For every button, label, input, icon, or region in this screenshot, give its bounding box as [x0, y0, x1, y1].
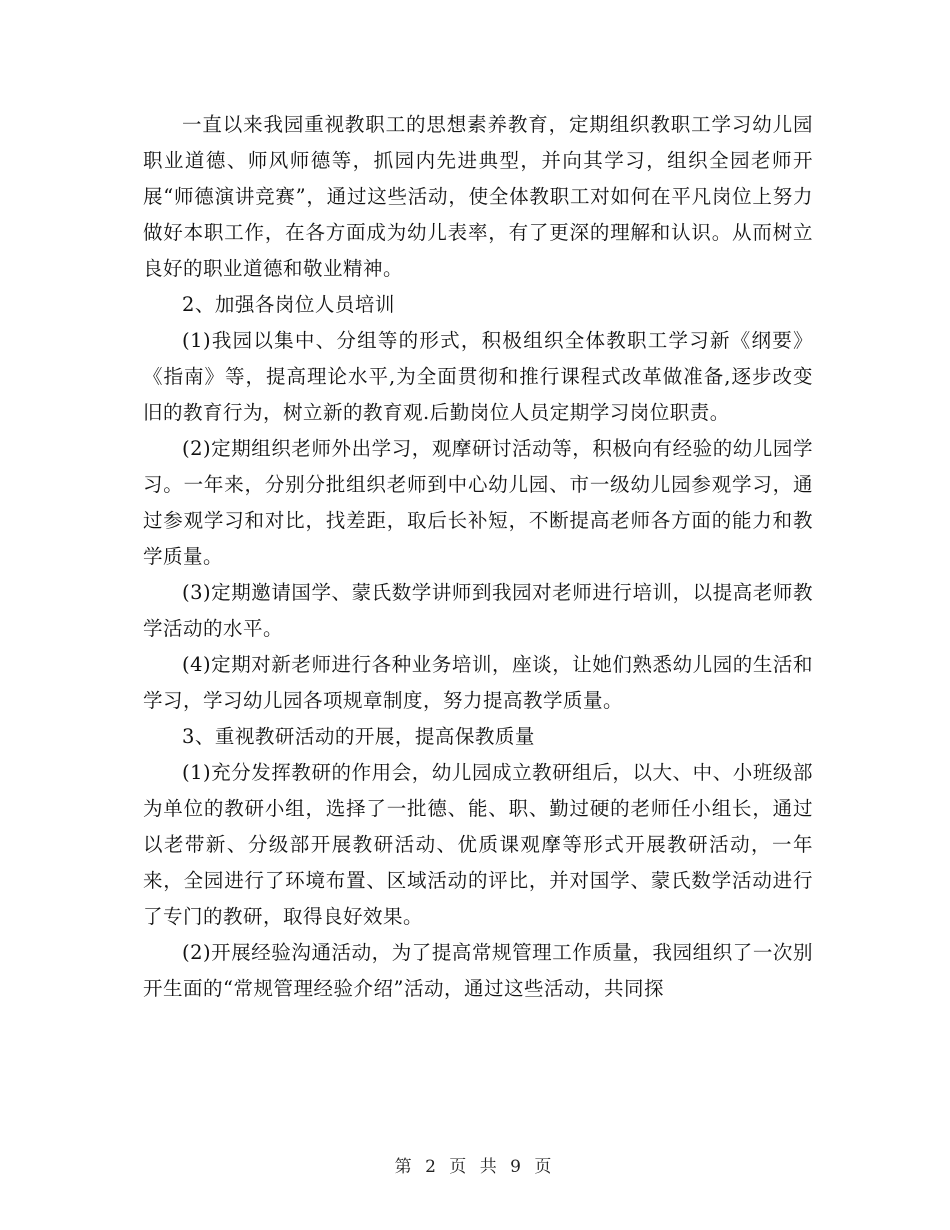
paragraph-2-3: (3)定期邀请国学、蒙氏数学讲师到我园对老师进行培训，以提高老师教学活动的水平。	[143, 581, 813, 640]
section-heading-3: 3、重视教研活动的开展，提高保教质量	[182, 725, 535, 748]
document-body	[143, 107, 813, 1007]
page-number-footer: 第 2 页 共 9 页	[394, 1157, 556, 1177]
paragraph-2-4: (4)定期对新老师进行各种业务培训，座谈，让她们熟悉幼儿园的生活和学习，学习幼儿园各项规章制度，努力提高教学质量。	[143, 653, 813, 712]
paragraph-2-1: (1)我园以集中、分组等的形式，积极组织全体教职工学习新《纲要》《指南》等，提高理论水平,为全面贯彻和推行课程式改革做准备,逐步改变旧的教育行为，树立新的教育观.后勤岗位人员定期学习岗位职责。	[143, 329, 813, 424]
section-heading-2: 2、加强各岗位人员培训	[182, 293, 395, 316]
paragraph-intro: 一直以来我园重视教职工的思想素养教育，定期组织教职工学习幼儿园职业道德、师风师德等，抓园内先进典型，并向其学习，组织全园老师开展“师德演讲竞赛”，通过这些活动，使全体教职工对如何在平凡岗位上努力做好本职工作，在各方面成为幼儿表率，有了更深的理解和认识。从而树立良好的职业道德和敬业精神。	[143, 113, 813, 280]
paragraph-3-1: (1)充分发挥教研的作用会，幼儿园成立教研组后，以大、中、小班级部为单位的教研小组，选择了一批德、能、职、勤过硬的老师任小组长，通过以老带新、分级部开展教研活动、优质课观摩等形式开展教研活动，一年来，全园进行了环境布置、区域活动的评比，并对国学、蒙氏数学活动进行了专门的教研，取得良好效果。	[143, 761, 813, 928]
paragraph-3-2: (2)开展经验沟通活动，为了提高常规管理工作质量，我园组织了一次别开生面的“常规管理经验介绍”活动，通过这些活动，共同探	[143, 941, 813, 1000]
paragraph-2-2: (2)定期组织老师外出学习，观摩研讨活动等，积极向有经验的幼儿园学习。一年来，分别分批组织老师到中心幼儿园、市一级幼儿园参观学习，通过参观学习和对比，找差距，取后长补短，不断提高老师各方面的能力和教学质量。	[143, 437, 813, 568]
